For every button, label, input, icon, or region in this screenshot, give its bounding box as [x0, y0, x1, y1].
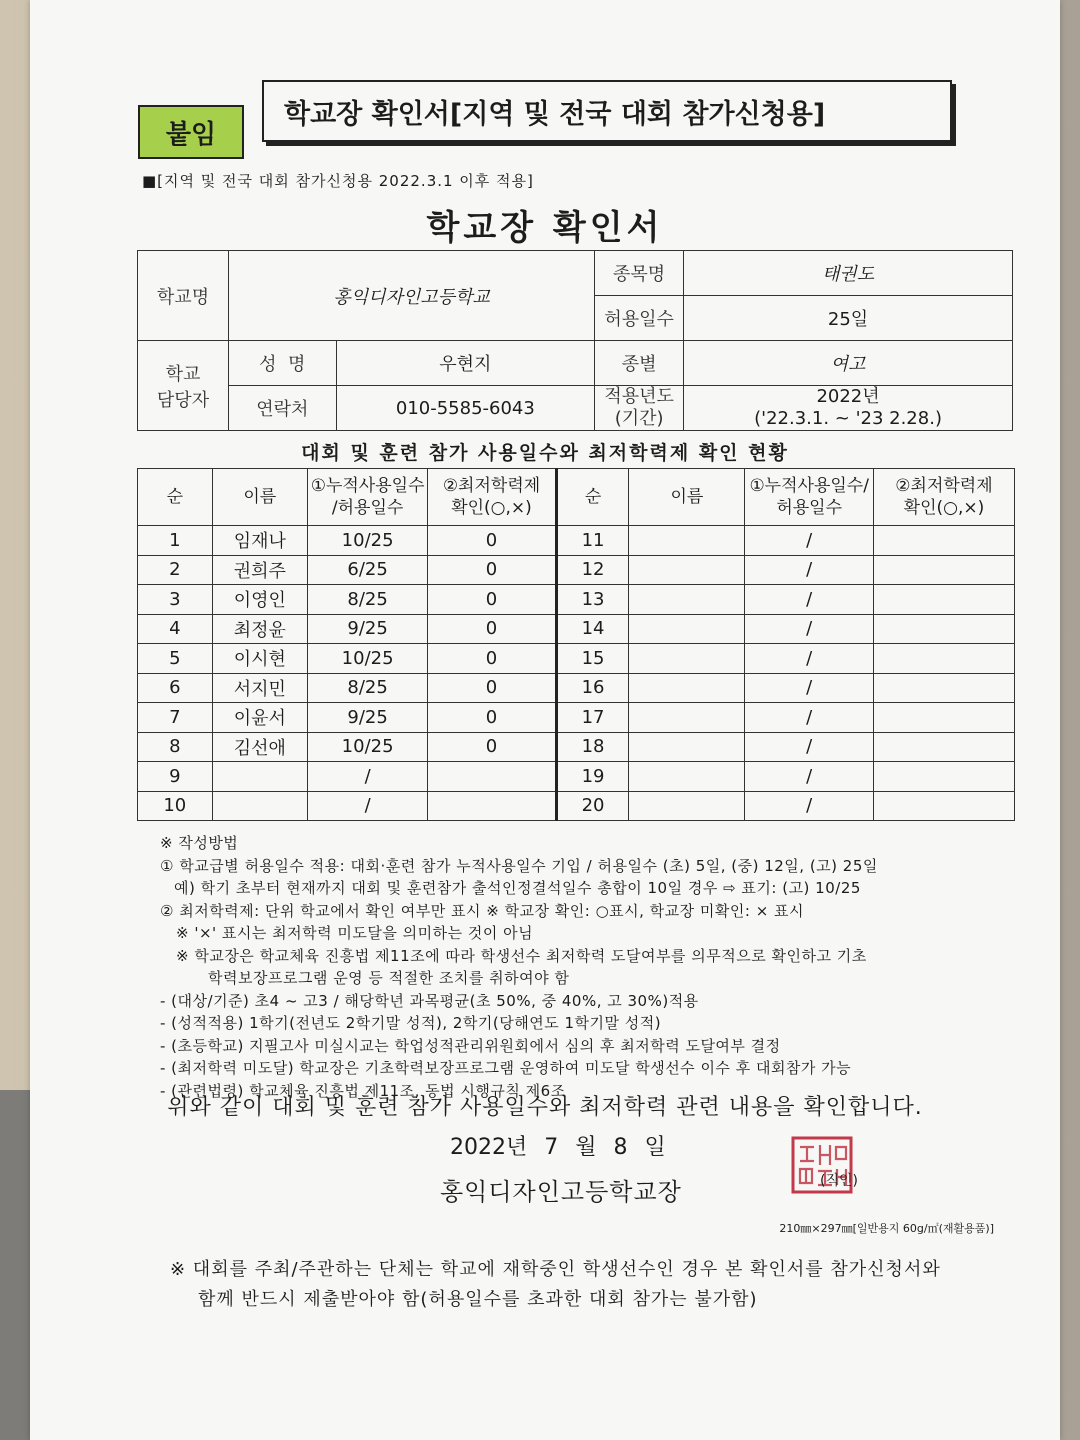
- event-value: 태권도: [684, 251, 1013, 296]
- row-no: 2: [138, 555, 213, 585]
- row-no-right: 16: [556, 673, 629, 703]
- header-check-line2: 확인(○,×): [451, 498, 532, 518]
- row-check: 0: [428, 673, 557, 703]
- row-name-right: [629, 614, 745, 644]
- phone-label: 연락처: [229, 386, 337, 431]
- row-days-right: /: [745, 644, 874, 674]
- table-row: [138, 526, 1015, 556]
- row-name: 이시현: [212, 644, 307, 674]
- year-period-text: ('22.3.1. ~ '23 2.28.): [754, 408, 942, 429]
- row-name: 서지민: [212, 673, 307, 703]
- row-days-right: /: [745, 585, 874, 615]
- row-days-right: /: [745, 791, 874, 821]
- note-line: ※ 학교장은 학교체육 진흥법 제11조에 따라 학생선수 최저학력 도달여부를 의무적으로 확인하고 기초: [176, 946, 867, 965]
- year-value-text: 2022년: [816, 386, 880, 407]
- note-line: ① 학교급별 허용일수 적용: 대회·훈련 참가 누적사용일수 기입 / 허용일수 (초) 5일, (중) 12일, (고) 25일: [160, 856, 878, 875]
- note-line: - (대상/기준) 초4 ~ 고3 / 해당학년 과목평균(초 50%, 중 40%, 고 30%)적용: [160, 991, 699, 1010]
- name-label: 성 명: [229, 341, 337, 386]
- row-check-right: [873, 791, 1014, 821]
- row-days: 10/25: [307, 732, 427, 762]
- row-no: 10: [138, 791, 213, 821]
- row-name-right: [629, 673, 745, 703]
- confirmation-statement: 위와 같이 대회 및 훈련 참가 사용일수와 최저학력 관련 내용을 확인합니다.: [167, 1095, 923, 1120]
- row-no: 6: [138, 673, 213, 703]
- row-check: [428, 791, 557, 821]
- row-no-right: 17: [556, 703, 629, 733]
- header-days-right-line1: ①누적사용일수/: [749, 476, 869, 496]
- allowed-days-value: 25일: [684, 296, 1013, 341]
- row-name-right: [629, 732, 745, 762]
- row-name: 최정윤: [212, 614, 307, 644]
- table-row: [138, 644, 1015, 674]
- row-name: 이윤서: [212, 703, 307, 733]
- row-check: 0: [428, 614, 557, 644]
- row-check-right: [873, 762, 1014, 792]
- contact-label-line2: 담당자: [156, 389, 210, 411]
- header-days-line2: /허용일수: [331, 498, 404, 518]
- top-note: ■[지역 및 전국 대회 참가신청용 2022.3.1 이후 적용]: [142, 172, 534, 190]
- table-row: [138, 673, 1015, 703]
- row-days: 10/25: [307, 644, 427, 674]
- row-check-right: [873, 555, 1014, 585]
- writing-method-notes: [160, 832, 1030, 1102]
- row-name-right: [629, 585, 745, 615]
- row-no: 3: [138, 585, 213, 615]
- list-subtitle: 대회 및 훈련 참가 사용일수와 최저학력제 확인 현황: [301, 442, 789, 464]
- row-days-right: /: [745, 732, 874, 762]
- year-label-line1: 적용년도: [604, 386, 674, 407]
- row-no-right: 14: [556, 614, 629, 644]
- header-check-right-line1: ②최저학력제: [895, 476, 993, 496]
- header-no-right: 순: [556, 469, 629, 526]
- principal-name: 홍익디자인고등학교장: [440, 1178, 682, 1206]
- row-name-right: [629, 555, 745, 585]
- row-check: 0: [428, 526, 557, 556]
- issue-date: 2022년 7 월 8 일: [450, 1135, 666, 1160]
- submission-notice: [170, 1255, 941, 1315]
- note-line: ※ '×' 표시는 최저학력 미도달을 의미하는 것이 아님: [176, 924, 534, 942]
- header-title: 학교장 확인서[지역 및 전국 대회 참가신청용]: [262, 80, 952, 142]
- row-days: 6/25: [307, 555, 427, 585]
- table-row: [138, 703, 1015, 733]
- row-days-right: /: [745, 614, 874, 644]
- note-line: 학력보장프로그램 운영 등 적절한 조치를 취하여야 함: [208, 969, 570, 987]
- year-label-line2: (기간): [614, 408, 664, 429]
- header-check: [428, 469, 557, 526]
- note-line: - (성적적용) 1학기(전년도 2학기말 성적), 2학기(당해연도 1학기말 성적): [160, 1014, 662, 1032]
- row-no-right: 18: [556, 732, 629, 762]
- row-no-right: 12: [556, 555, 629, 585]
- info-table: [137, 250, 1013, 431]
- row-days: 8/25: [307, 673, 427, 703]
- notes-heading: ※ 작성방법: [160, 834, 239, 852]
- table-row: [138, 762, 1015, 792]
- row-check: 0: [428, 732, 557, 762]
- school-value: 홍익디자인고등학교: [229, 251, 595, 341]
- row-check: 0: [428, 555, 557, 585]
- note-line: - (초등학교) 지필고사 미실시교는 학업성적관리위원회에서 심의 후 최저학력 도달여부 결정: [160, 1036, 781, 1055]
- header-name-right: 이름: [629, 469, 745, 526]
- row-check-right: [873, 644, 1014, 674]
- header-check-right-line2: 확인(○,×): [903, 498, 985, 518]
- row-check: 0: [428, 703, 557, 733]
- row-no-right: 11: [556, 526, 629, 556]
- row-days: 10/25: [307, 526, 427, 556]
- paper-spec: 210㎜×297㎜[일반용지 60g/㎡(재활용품)]: [779, 1222, 994, 1235]
- row-check-right: [873, 585, 1014, 615]
- table-row: [138, 555, 1015, 585]
- table-row: [138, 732, 1015, 762]
- row-days-right: /: [745, 673, 874, 703]
- allowed-days-label: 허용일수: [595, 296, 684, 341]
- row-check-right: [873, 673, 1014, 703]
- row-no-right: 19: [556, 762, 629, 792]
- row-name-right: [629, 526, 745, 556]
- notice-line: 함께 반드시 제출받아야 함(허용일수를 초과한 대회 참가는 불가함): [198, 1289, 758, 1310]
- header-days-line1: ①누적사용일수: [310, 476, 425, 496]
- table-row: [138, 585, 1015, 615]
- row-days: /: [307, 762, 427, 792]
- year-label: [595, 386, 684, 431]
- row-no-right: 20: [556, 791, 629, 821]
- row-no: 1: [138, 526, 213, 556]
- row-no-right: 15: [556, 644, 629, 674]
- table-row: [138, 791, 1015, 821]
- row-days-right: /: [745, 703, 874, 733]
- note-line: - (관련법령) 학교체육 진흥법 제11조, 동법 시행규칙 제6조: [160, 1081, 566, 1100]
- type-label: 종별: [595, 341, 684, 386]
- row-name-right: [629, 703, 745, 733]
- attachment-badge: 붙임: [138, 105, 244, 159]
- row-check: 0: [428, 585, 557, 615]
- row-days-right: /: [745, 762, 874, 792]
- row-check: 0: [428, 644, 557, 674]
- phone-value: 010-5585-6043: [336, 386, 595, 431]
- header-days-right: [745, 469, 874, 526]
- row-no: 8: [138, 732, 213, 762]
- row-no: 7: [138, 703, 213, 733]
- row-name: 김선애: [212, 732, 307, 762]
- note-line: - (최저학력 미도달) 학교장은 기초학력보장프로그램 운영하여 미도달 학생선수 이수 후 대회참가 가능: [160, 1059, 852, 1077]
- row-name: [212, 791, 307, 821]
- type-value: 여고: [684, 341, 1013, 386]
- table-header-row: [138, 469, 1015, 526]
- row-name-right: [629, 644, 745, 674]
- header-check-right: [873, 469, 1014, 526]
- header-check-line1: ②최저학력제: [442, 476, 541, 496]
- row-check-right: [873, 703, 1014, 733]
- header-name: 이름: [212, 469, 307, 526]
- row-days-right: /: [745, 555, 874, 585]
- row-check: [428, 762, 557, 792]
- header-days-right-line2: 허용일수: [776, 498, 843, 518]
- row-no: 9: [138, 762, 213, 792]
- header-days: [307, 469, 427, 526]
- row-name: 이영인: [212, 585, 307, 615]
- contact-label-line1: 학교: [165, 363, 201, 385]
- row-check-right: [873, 732, 1014, 762]
- row-name-right: [629, 762, 745, 792]
- seal-label: (직인): [820, 1173, 858, 1189]
- main-title: 학교장 확인서: [426, 208, 664, 248]
- row-days: 9/25: [307, 614, 427, 644]
- notice-line: ※ 대회를 주최/주관하는 단체는 학교에 재학중인 학생선수인 경우 본 확인서를 참가신청서와: [170, 1259, 941, 1280]
- table-row: [138, 614, 1015, 644]
- row-days: 9/25: [307, 703, 427, 733]
- row-no-right: 13: [556, 585, 629, 615]
- note-line: 예) 학기 초부터 현재까지 대회 및 훈련참가 출석인정결석일수 총합이 10일 경우 ⇨ 표기: (고) 10/25: [174, 879, 861, 897]
- row-days-right: /: [745, 526, 874, 556]
- row-no: 5: [138, 644, 213, 674]
- row-name: [212, 762, 307, 792]
- row-no: 4: [138, 614, 213, 644]
- school-label: 학교명: [138, 251, 229, 341]
- year-value: [684, 386, 1013, 431]
- row-check-right: [873, 526, 1014, 556]
- row-name-right: [629, 791, 745, 821]
- document-page: [30, 0, 1060, 1440]
- contact-label: [138, 341, 229, 431]
- note-line: ② 최저학력제: 단위 학교에서 확인 여부만 표시 ※ 학교장 확인: ○표시, 학교장 미확인: × 표시: [160, 901, 805, 920]
- row-days: /: [307, 791, 427, 821]
- name-value: 우현지: [336, 341, 595, 386]
- event-label: 종목명: [595, 251, 684, 296]
- row-days: 8/25: [307, 585, 427, 615]
- row-name: 임재나: [212, 526, 307, 556]
- participation-table: [137, 468, 1015, 821]
- row-name: 권희주: [212, 555, 307, 585]
- header-no: 순: [138, 469, 213, 526]
- row-check-right: [873, 614, 1014, 644]
